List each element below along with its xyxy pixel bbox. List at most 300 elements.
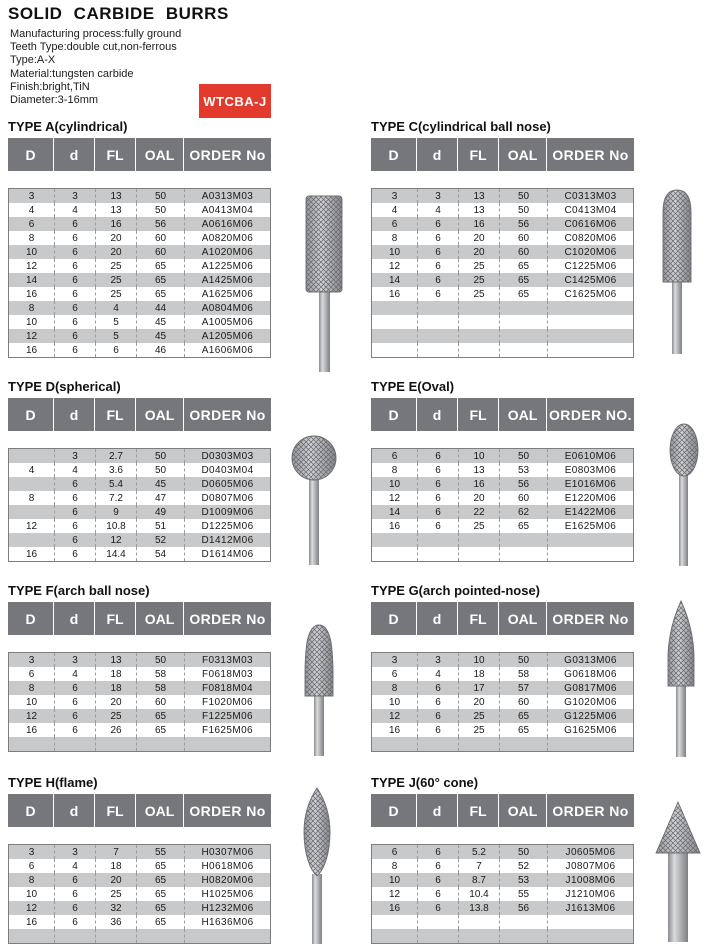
table-cell: 6 xyxy=(54,329,95,343)
table-cell xyxy=(547,915,633,929)
table-cell: 6 xyxy=(54,709,95,723)
table-cell: 13.8 xyxy=(458,901,499,915)
table-row xyxy=(9,505,270,519)
table-cell: D1009M06 xyxy=(184,505,270,519)
table-cell xyxy=(372,301,417,315)
table-cell: 25 xyxy=(95,287,136,301)
table-header xyxy=(371,398,634,431)
table-cell xyxy=(458,915,499,929)
table-row xyxy=(9,245,270,259)
table-row xyxy=(9,189,270,203)
table-cell: 45 xyxy=(136,477,184,491)
table-cell: 65 xyxy=(136,887,184,901)
column-header: OAL xyxy=(135,602,183,635)
table-cell: 10 xyxy=(388,874,401,886)
column-header: d xyxy=(53,138,94,171)
table-cell: 60 xyxy=(136,231,184,245)
table-cell: 6 xyxy=(95,343,136,357)
table-cell: 20 xyxy=(458,695,499,709)
table-cell xyxy=(54,737,95,751)
table-cell xyxy=(417,929,458,943)
table-cell: 3.6 xyxy=(95,463,136,477)
table-cell: 65 xyxy=(499,259,547,273)
column-header: d xyxy=(416,398,457,431)
table-cell xyxy=(547,737,633,751)
table-body xyxy=(371,844,634,944)
table-cell: 6 xyxy=(417,519,458,533)
table-header xyxy=(8,794,271,827)
table-cell: 4 xyxy=(54,203,95,217)
table-cell xyxy=(9,533,54,547)
table-cell: 6 xyxy=(417,231,458,245)
table-cell xyxy=(372,547,417,561)
table-cell: 60 xyxy=(499,695,547,709)
table-cell xyxy=(184,737,270,751)
table-cell xyxy=(95,737,136,751)
table-cell: 6 xyxy=(417,217,458,231)
table-cell: D0403M04 xyxy=(184,463,270,477)
table-cell: 58 xyxy=(136,667,184,681)
table-cell: 65 xyxy=(499,273,547,287)
table-cell: 14 xyxy=(388,506,401,518)
table-row xyxy=(372,681,633,695)
table-cell xyxy=(499,737,547,751)
table-cell xyxy=(499,329,547,343)
table-cell: G0618M06 xyxy=(547,667,633,681)
table-row xyxy=(9,533,270,547)
table-cell: 6 xyxy=(417,709,458,723)
table-cell: 4 xyxy=(54,463,95,477)
table-cell: 12 xyxy=(25,330,38,342)
table-cell: 60 xyxy=(136,245,184,259)
spec-line: Material:tungsten carbide xyxy=(10,67,134,80)
product-code-badge: WTCBA-J xyxy=(199,84,271,118)
table-cell: A0616M06 xyxy=(184,217,270,231)
table-cell: 25 xyxy=(95,273,136,287)
section-type-h xyxy=(8,775,271,944)
table-cell: 6 xyxy=(417,477,458,491)
table-cell: 6 xyxy=(54,519,95,533)
table-row xyxy=(372,301,633,315)
table-cell: 10 xyxy=(25,316,38,328)
table-cell xyxy=(499,915,547,929)
table-cell xyxy=(184,929,270,943)
table-cell: 6 xyxy=(417,681,458,695)
table-cell: 6 xyxy=(417,695,458,709)
table-cell xyxy=(458,301,499,315)
table-cell: 8 xyxy=(28,682,35,694)
table-cell: 6 xyxy=(417,449,458,463)
table-cell: 45 xyxy=(136,315,184,329)
table-cell: E1422M06 xyxy=(547,505,633,519)
table-cell: F1625M06 xyxy=(184,723,270,737)
section-type-f xyxy=(8,583,271,752)
table-cell: 4 xyxy=(54,859,95,873)
table-cell xyxy=(547,315,633,329)
table-cell xyxy=(547,329,633,343)
table-row xyxy=(9,547,270,561)
table-cell: A1005M06 xyxy=(184,315,270,329)
table-cell: 25 xyxy=(458,519,499,533)
table-cell: 10 xyxy=(458,449,499,463)
table-cell: D0605M06 xyxy=(184,477,270,491)
table-cell: 13 xyxy=(95,653,136,667)
table-row xyxy=(9,217,270,231)
table-body xyxy=(371,448,634,562)
column-header: ORDER No xyxy=(183,794,271,827)
section-title: TYPE C(cylindrical ball nose) xyxy=(371,119,551,134)
table-cell: 25 xyxy=(95,259,136,273)
table-cell: 58 xyxy=(499,667,547,681)
table-cell xyxy=(417,547,458,561)
table-cell: 4 xyxy=(28,464,35,476)
table-cell: D1412M06 xyxy=(184,533,270,547)
table-cell: 6 xyxy=(54,231,95,245)
table-cell: 6 xyxy=(54,873,95,887)
table-cell: 17 xyxy=(458,681,499,695)
table-cell: C1225M06 xyxy=(547,259,633,273)
table-cell: 6 xyxy=(417,887,458,901)
table-cell: 53 xyxy=(499,873,547,887)
table-cell: 65 xyxy=(136,723,184,737)
table-cell: A0313M03 xyxy=(184,189,270,203)
column-header: OAL xyxy=(498,602,546,635)
table-cell: 51 xyxy=(136,519,184,533)
table-cell: 6 xyxy=(417,259,458,273)
table-cell: 6 xyxy=(417,901,458,915)
table-cell: 57 xyxy=(499,681,547,695)
table-header xyxy=(8,398,271,431)
column-header: FL xyxy=(457,602,498,635)
table-row xyxy=(9,845,270,859)
table-cell xyxy=(499,301,547,315)
table-cell: 3 xyxy=(391,654,398,666)
table-cell: 60 xyxy=(499,231,547,245)
table-cell: E1016M06 xyxy=(547,477,633,491)
table-row xyxy=(372,901,633,915)
page-title: SOLID CARBIDE BURRS xyxy=(8,4,229,23)
table-cell: 50 xyxy=(136,463,184,477)
table-cell: 62 xyxy=(499,505,547,519)
table-cell: 6 xyxy=(54,245,95,259)
table-cell: J1613M06 xyxy=(547,901,633,915)
table-cell: 16 xyxy=(25,344,38,356)
table-cell: 65 xyxy=(499,709,547,723)
table-cell xyxy=(95,929,136,943)
table-cell xyxy=(9,477,54,491)
table-cell: 46 xyxy=(136,343,184,357)
table-cell xyxy=(417,343,458,357)
table-cell: A1606M06 xyxy=(184,343,270,357)
table-cell: 55 xyxy=(136,845,184,859)
column-header: FL xyxy=(94,602,135,635)
table-cell: 4 xyxy=(417,667,458,681)
table-cell xyxy=(372,915,417,929)
table-cell: 6 xyxy=(391,218,398,230)
table-cell xyxy=(9,737,54,751)
table-row xyxy=(9,709,270,723)
table-cell: 6 xyxy=(54,477,95,491)
table-cell: D1614M06 xyxy=(184,547,270,561)
table-cell: H1025M06 xyxy=(184,887,270,901)
table-cell: 10 xyxy=(458,653,499,667)
table-cell: D1225M06 xyxy=(184,519,270,533)
table-cell xyxy=(372,737,417,751)
table-cell: 6 xyxy=(54,915,95,929)
table-cell: A1205M06 xyxy=(184,329,270,343)
table-row xyxy=(9,343,270,357)
table-cell: C0616M06 xyxy=(547,217,633,231)
table-cell: 14.4 xyxy=(95,547,136,561)
table-cell: C0820M06 xyxy=(547,231,633,245)
table-cell: 58 xyxy=(136,681,184,695)
table-cell: 6 xyxy=(391,846,398,858)
table-cell: 55 xyxy=(499,887,547,901)
table-cell: 7.2 xyxy=(95,491,136,505)
table-row xyxy=(372,873,633,887)
table-cell: 6 xyxy=(391,668,398,680)
table-cell: 5.4 xyxy=(95,477,136,491)
column-header: D xyxy=(25,802,36,819)
table-cell xyxy=(458,329,499,343)
table-cell: 65 xyxy=(136,259,184,273)
table-cell: 3 xyxy=(54,189,95,203)
column-header: OAL xyxy=(135,138,183,171)
table-cell: D0303M03 xyxy=(184,449,270,463)
table-cell: 6 xyxy=(417,845,458,859)
section-type-c xyxy=(371,119,634,358)
table-cell: H0820M06 xyxy=(184,873,270,887)
table-cell: 16 xyxy=(388,902,401,914)
table-cell: 7 xyxy=(95,845,136,859)
table-cell: J0605M06 xyxy=(547,845,633,859)
table-cell: E0803M06 xyxy=(547,463,633,477)
spherical-burr-image xyxy=(286,432,342,567)
table-header xyxy=(371,794,634,827)
table-header xyxy=(8,138,271,171)
table-cell xyxy=(499,929,547,943)
table-row xyxy=(372,845,633,859)
spec-line: Type:A-X xyxy=(10,54,56,67)
table-cell: 20 xyxy=(95,873,136,887)
table-cell xyxy=(372,315,417,329)
table-cell: G0817M06 xyxy=(547,681,633,695)
table-cell: 6 xyxy=(417,273,458,287)
table-cell: 50 xyxy=(499,189,547,203)
table-cell: 8 xyxy=(391,860,398,872)
table-cell: 12 xyxy=(25,260,38,272)
table-cell: 6 xyxy=(54,301,95,315)
table-cell: 25 xyxy=(458,259,499,273)
table-cell: 25 xyxy=(458,709,499,723)
table-cell: 53 xyxy=(499,463,547,477)
table-cell: 6 xyxy=(54,723,95,737)
table-cell: 16 xyxy=(388,724,401,736)
column-header: D xyxy=(25,146,36,163)
table-cell: 6 xyxy=(54,273,95,287)
table-row xyxy=(372,231,633,245)
table-cell: 50 xyxy=(136,449,184,463)
column-header: D xyxy=(388,146,399,163)
table-cell: 18 xyxy=(95,859,136,873)
table-row xyxy=(372,547,633,561)
table-cell: 65 xyxy=(499,287,547,301)
column-header: ORDER No xyxy=(546,602,634,635)
table-cell: 3 xyxy=(28,846,35,858)
column-header: FL xyxy=(457,794,498,827)
table-header xyxy=(8,602,271,635)
column-header: ORDER No xyxy=(546,794,634,827)
table-row xyxy=(372,915,633,929)
table-cell: 10.8 xyxy=(95,519,136,533)
table-cell: 6 xyxy=(54,887,95,901)
column-header: D xyxy=(25,406,36,423)
table-row xyxy=(372,491,633,505)
column-header: D xyxy=(388,610,399,627)
table-row xyxy=(372,519,633,533)
section-type-d xyxy=(8,379,271,562)
table-body xyxy=(8,844,271,944)
table-cell: H1232M06 xyxy=(184,901,270,915)
table-cell: 65 xyxy=(136,709,184,723)
table-cell: 5 xyxy=(95,315,136,329)
table-cell: 6 xyxy=(54,217,95,231)
table-cell: 8 xyxy=(28,492,35,504)
table-cell: F0818M04 xyxy=(184,681,270,695)
table-cell xyxy=(372,533,417,547)
table-cell: 4 xyxy=(54,667,95,681)
table-cell xyxy=(136,929,184,943)
table-cell xyxy=(458,929,499,943)
table-cell: C1425M06 xyxy=(547,273,633,287)
table-row xyxy=(372,315,633,329)
oval-burr-image xyxy=(662,420,706,568)
table-cell: 25 xyxy=(458,273,499,287)
section-type-j xyxy=(371,775,634,944)
table-cell: 6 xyxy=(417,873,458,887)
table-cell xyxy=(54,929,95,943)
flame-burr-image xyxy=(288,786,346,944)
spec-line: Teeth Type:double cut,non-ferrous xyxy=(10,41,177,54)
table-cell xyxy=(458,315,499,329)
table-cell: 4 xyxy=(391,204,398,216)
table-cell: 6 xyxy=(54,547,95,561)
table-cell: A1020M06 xyxy=(184,245,270,259)
table-cell xyxy=(499,343,547,357)
table-cell: 25 xyxy=(95,709,136,723)
table-cell: 49 xyxy=(136,505,184,519)
column-header: ORDER NO. xyxy=(546,398,634,431)
table-cell: F0618M03 xyxy=(184,667,270,681)
column-header: D xyxy=(388,406,399,423)
column-header: d xyxy=(53,398,94,431)
table-cell: 18 xyxy=(458,667,499,681)
section-title: TYPE E(Oval) xyxy=(371,379,455,394)
table-cell: C0313M03 xyxy=(547,189,633,203)
table-cell: 13 xyxy=(458,203,499,217)
column-header: ORDER No xyxy=(183,138,271,171)
table-cell: 6 xyxy=(54,695,95,709)
table-row xyxy=(372,859,633,873)
table-row xyxy=(9,203,270,217)
table-cell xyxy=(9,505,54,519)
table-row xyxy=(372,273,633,287)
table-cell: 4 xyxy=(95,301,136,315)
table-row xyxy=(372,505,633,519)
table-cell: 6 xyxy=(417,245,458,259)
table-row xyxy=(9,259,270,273)
table-cell: E1220M06 xyxy=(547,491,633,505)
table-row xyxy=(9,519,270,533)
table-cell: 12 xyxy=(388,492,401,504)
table-row xyxy=(9,301,270,315)
table-cell: 10 xyxy=(388,478,401,490)
section-type-g xyxy=(371,583,634,752)
table-cell: J1008M06 xyxy=(547,873,633,887)
table-cell: 47 xyxy=(136,491,184,505)
table-cell: G1625M06 xyxy=(547,723,633,737)
table-cell: 26 xyxy=(95,723,136,737)
column-header: D xyxy=(388,802,399,819)
table-cell: 12 xyxy=(25,520,38,532)
table-cell: 6 xyxy=(417,287,458,301)
table-row xyxy=(9,463,270,477)
table-cell: C1020M06 xyxy=(547,245,633,259)
table-cell: 13 xyxy=(458,189,499,203)
table-cell xyxy=(9,449,54,463)
section-title: TYPE A(cylindrical) xyxy=(8,119,128,134)
table-cell: 44 xyxy=(136,301,184,315)
table-cell: 6 xyxy=(54,315,95,329)
table-header xyxy=(371,602,634,635)
table-cell: 54 xyxy=(136,547,184,561)
table-row xyxy=(372,287,633,301)
table-cell: H0307M06 xyxy=(184,845,270,859)
table-cell: 16 xyxy=(25,288,38,300)
table-row xyxy=(9,491,270,505)
table-cell: 18 xyxy=(95,681,136,695)
table-cell: 6 xyxy=(28,860,35,872)
table-cell: 3 xyxy=(417,189,458,203)
table-cell: 3 xyxy=(54,653,95,667)
table-cell xyxy=(547,343,633,357)
table-row xyxy=(372,533,633,547)
table-cell xyxy=(417,737,458,751)
table-row xyxy=(372,449,633,463)
table-body xyxy=(8,188,271,358)
table-cell: 6 xyxy=(54,505,95,519)
table-body xyxy=(8,652,271,752)
table-cell xyxy=(547,547,633,561)
table-cell xyxy=(547,929,633,943)
table-cell: 20 xyxy=(95,231,136,245)
table-row xyxy=(9,653,270,667)
table-cell: 13 xyxy=(95,189,136,203)
table-cell xyxy=(458,547,499,561)
table-cell: 8 xyxy=(28,874,35,886)
table-cell: 16 xyxy=(388,520,401,532)
table-cell: H0618M06 xyxy=(184,859,270,873)
table-cell: A1225M06 xyxy=(184,259,270,273)
table-cell: 45 xyxy=(136,329,184,343)
table-cell: 20 xyxy=(95,695,136,709)
table-cell: 6 xyxy=(28,668,35,680)
column-header: OAL xyxy=(498,398,546,431)
table-cell: 3 xyxy=(54,449,95,463)
table-cell: 25 xyxy=(458,287,499,301)
table-cell: 56 xyxy=(499,477,547,491)
table-cell: 6 xyxy=(54,343,95,357)
